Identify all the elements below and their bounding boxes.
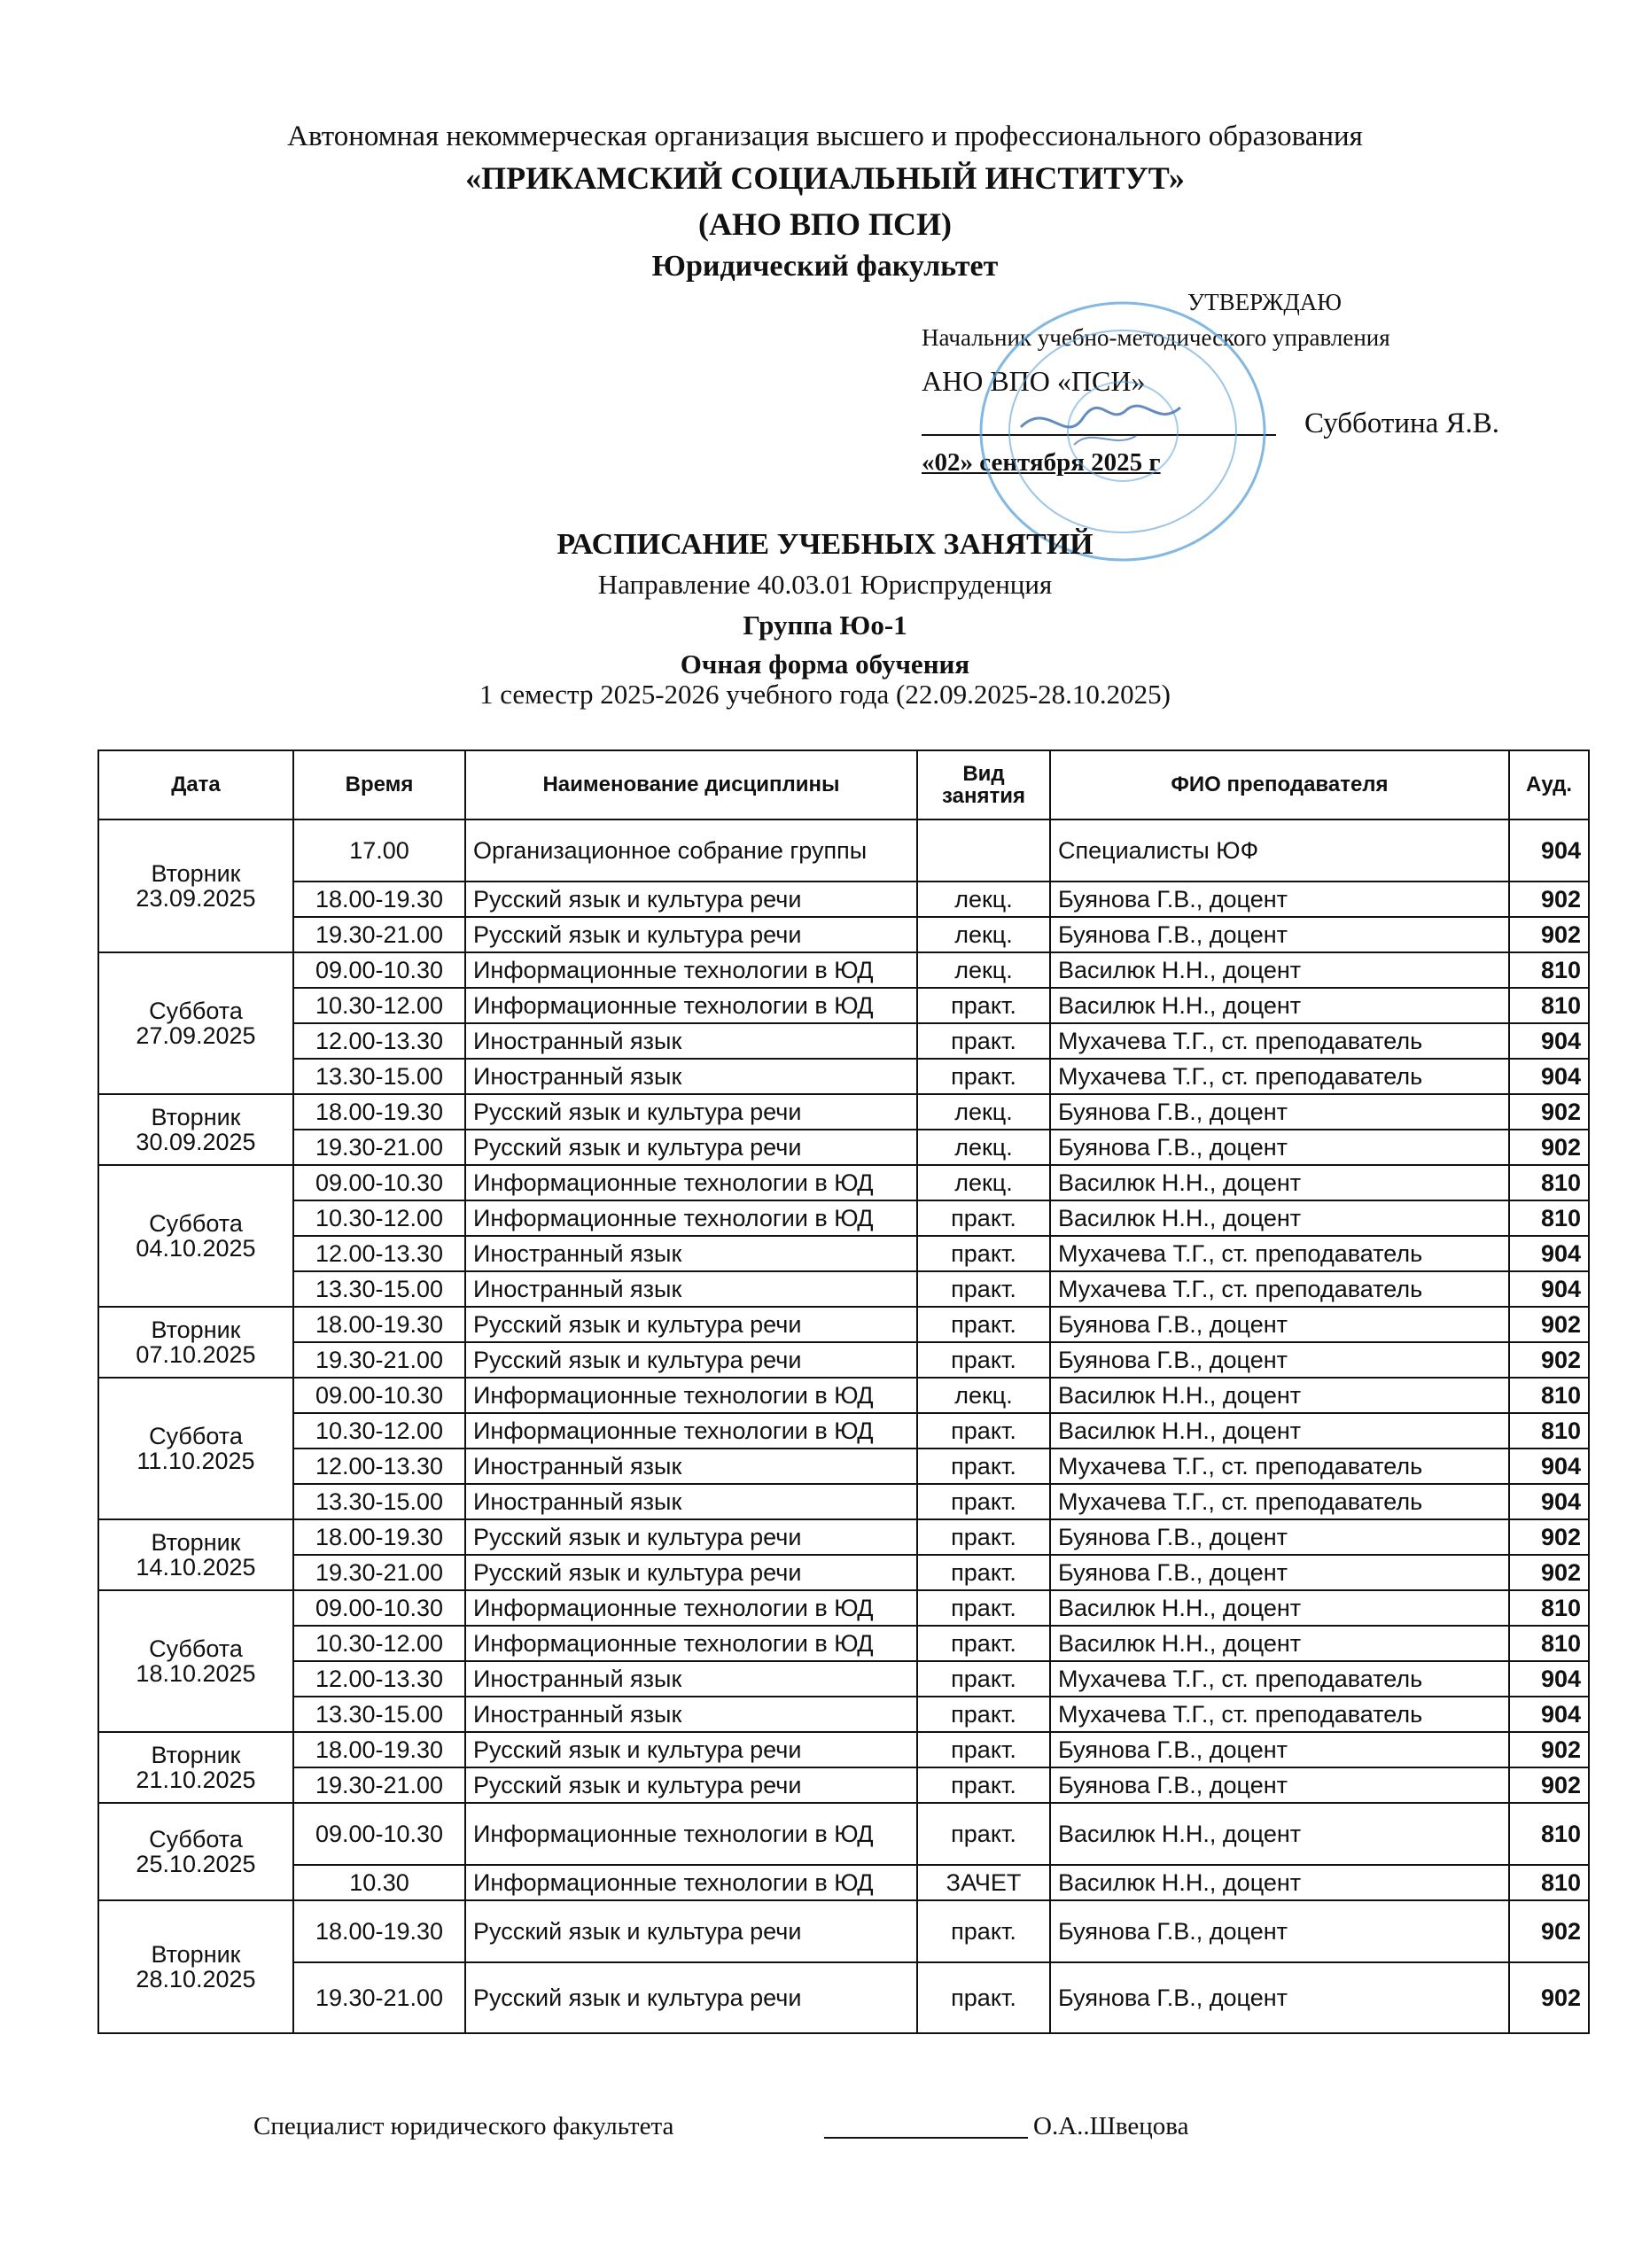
room-cell: 902 bbox=[1509, 1962, 1589, 2033]
institute-abbreviation: (АНО ВПО ПСИ) bbox=[698, 206, 952, 242]
time-cell: 10.30-12.00 bbox=[293, 1413, 465, 1449]
semester-line: 1 семестр 2025-2026 учебного года (22.09.2025-28.10.2025) bbox=[479, 679, 1171, 710]
approval-date: «02» сентября 2025 г bbox=[922, 448, 1161, 477]
subject-cell: Русский язык и культура речи bbox=[465, 917, 917, 952]
subject-cell: Иностранный язык bbox=[465, 1661, 917, 1697]
day-date: 04.10.2025 bbox=[136, 1235, 256, 1262]
column-header-teacher: ФИО преподавателя bbox=[1050, 750, 1509, 819]
subject-cell: Русский язык и культура речи bbox=[465, 1342, 917, 1378]
room-cell: 904 bbox=[1509, 1661, 1589, 1697]
column-header-date: Дата bbox=[98, 750, 293, 819]
faculty-name: Юридический факультет bbox=[651, 250, 999, 283]
approval-name: Субботина Я.В. bbox=[1304, 408, 1500, 439]
day-cell bbox=[98, 1803, 293, 1900]
table-row bbox=[98, 1900, 1589, 1962]
type-cell: практ. bbox=[917, 1803, 1050, 1865]
day-cell bbox=[98, 1378, 293, 1519]
room-cell: 904 bbox=[1509, 1484, 1589, 1519]
teacher-cell: Специалисты ЮФ bbox=[1050, 819, 1509, 882]
room-cell: 902 bbox=[1509, 1767, 1589, 1803]
room-cell: 810 bbox=[1509, 988, 1589, 1023]
approval-position: Начальник учебно-методического управления bbox=[922, 324, 1390, 351]
type-cell: практ. bbox=[917, 1200, 1050, 1236]
subject-cell: Иностранный язык bbox=[465, 1449, 917, 1484]
teacher-cell: Буянова Г.В., доцент bbox=[1050, 1342, 1509, 1378]
subject-cell: Информационные технологии в ЮД bbox=[465, 988, 917, 1023]
table-row bbox=[98, 1803, 1589, 1865]
teacher-cell: Мухачева Т.Г., ст. преподаватель bbox=[1050, 1236, 1509, 1271]
group-line: Группа Юо-1 bbox=[743, 610, 907, 641]
room-cell: 902 bbox=[1509, 1732, 1589, 1767]
type-cell: практ. bbox=[917, 1661, 1050, 1697]
type-cell: практ. bbox=[917, 1236, 1050, 1271]
table-row bbox=[98, 1059, 1589, 1094]
room-cell: 810 bbox=[1509, 1626, 1589, 1661]
type-cell: практ. bbox=[917, 988, 1050, 1023]
room-cell: 902 bbox=[1509, 1130, 1589, 1165]
teacher-cell: Буянова Г.В., доцент bbox=[1050, 1094, 1509, 1130]
table-row bbox=[98, 1378, 1589, 1413]
table-row bbox=[98, 1094, 1589, 1130]
table-row bbox=[98, 1236, 1589, 1271]
day-cell bbox=[98, 952, 293, 1094]
subject-cell: Русский язык и культура речи bbox=[465, 882, 917, 917]
time-cell: 18.00-19.30 bbox=[293, 1732, 465, 1767]
type-cell: лекц. bbox=[917, 882, 1050, 917]
teacher-cell: Мухачева Т.Г., ст. преподаватель bbox=[1050, 1023, 1509, 1059]
day-cell bbox=[98, 1519, 293, 1590]
room-cell: 902 bbox=[1509, 1342, 1589, 1378]
type-cell: практ. bbox=[917, 1271, 1050, 1307]
day-date: 28.10.2025 bbox=[136, 1966, 256, 1992]
time-cell: 13.30-15.00 bbox=[293, 1484, 465, 1519]
day-name: Суббота bbox=[149, 1422, 243, 1449]
table-row bbox=[98, 1590, 1589, 1626]
teacher-cell: Василюк Н.Н., доцент bbox=[1050, 1413, 1509, 1449]
column-header-time: Время bbox=[293, 750, 465, 819]
day-cell bbox=[98, 819, 293, 952]
day-cell bbox=[98, 1732, 293, 1803]
table-row bbox=[98, 1732, 1589, 1767]
time-cell: 18.00-19.30 bbox=[293, 882, 465, 917]
room-cell: 902 bbox=[1509, 882, 1589, 917]
time-cell: 12.00-13.30 bbox=[293, 1023, 465, 1059]
room-cell: 904 bbox=[1509, 1697, 1589, 1732]
subject-cell: Информационные технологии в ЮД bbox=[465, 1590, 917, 1626]
teacher-cell: Василюк Н.Н., доцент bbox=[1050, 952, 1509, 988]
teacher-cell: Василюк Н.Н., доцент bbox=[1050, 1378, 1509, 1413]
teacher-cell: Василюк Н.Н., доцент bbox=[1050, 1626, 1509, 1661]
type-cell: практ. bbox=[917, 1059, 1050, 1094]
time-cell: 13.30-15.00 bbox=[293, 1271, 465, 1307]
teacher-cell: Мухачева Т.Г., ст. преподаватель bbox=[1050, 1449, 1509, 1484]
time-cell: 13.30-15.00 bbox=[293, 1059, 465, 1094]
time-cell: 09.00-10.30 bbox=[293, 1378, 465, 1413]
time-cell: 09.00-10.30 bbox=[293, 1803, 465, 1865]
room-cell: 810 bbox=[1509, 1165, 1589, 1200]
day-name: Вторник bbox=[151, 859, 241, 887]
footer-name: О.А..Швецова bbox=[1033, 2112, 1189, 2140]
table-row bbox=[98, 1519, 1589, 1555]
time-cell: 19.30-21.00 bbox=[293, 1130, 465, 1165]
type-cell: ЗАЧЕТ bbox=[917, 1865, 1050, 1900]
subject-cell: Иностранный язык bbox=[465, 1697, 917, 1732]
teacher-cell: Василюк Н.Н., доцент bbox=[1050, 1590, 1509, 1626]
direction-line: Направление 40.03.01 Юриспруденция bbox=[597, 569, 1053, 600]
subject-cell: Русский язык и культура речи bbox=[465, 1519, 917, 1555]
table-row bbox=[98, 819, 1589, 882]
subject-cell: Информационные технологии в ЮД bbox=[465, 1378, 917, 1413]
subject-cell: Иностранный язык bbox=[465, 1023, 917, 1059]
teacher-cell: Василюк Н.Н., доцент bbox=[1050, 1200, 1509, 1236]
room-cell: 902 bbox=[1509, 1519, 1589, 1555]
day-cell bbox=[98, 1590, 293, 1732]
teacher-cell: Буянова Г.В., доцент bbox=[1050, 1962, 1509, 2033]
table-row bbox=[98, 1130, 1589, 1165]
teacher-cell: Буянова Г.В., доцент bbox=[1050, 1130, 1509, 1165]
teacher-cell: Мухачева Т.Г., ст. преподаватель bbox=[1050, 1484, 1509, 1519]
type-cell: практ. bbox=[917, 1342, 1050, 1378]
teacher-cell: Мухачева Т.Г., ст. преподаватель bbox=[1050, 1271, 1509, 1307]
subject-cell: Информационные технологии в ЮД bbox=[465, 1165, 917, 1200]
subject-cell: Информационные технологии в ЮД bbox=[465, 1413, 917, 1449]
table-row bbox=[98, 1307, 1589, 1342]
room-cell: 810 bbox=[1509, 1413, 1589, 1449]
table-row bbox=[98, 1697, 1589, 1732]
type-cell: практ. bbox=[917, 1449, 1050, 1484]
room-cell: 904 bbox=[1509, 1271, 1589, 1307]
table-row bbox=[98, 1767, 1589, 1803]
type-cell: практ. bbox=[917, 1023, 1050, 1059]
table-row bbox=[98, 1200, 1589, 1236]
teacher-cell: Буянова Г.В., доцент bbox=[1050, 1519, 1509, 1555]
type-cell: лекц. bbox=[917, 917, 1050, 952]
room-cell: 810 bbox=[1509, 1803, 1589, 1865]
subject-cell: Русский язык и культура речи bbox=[465, 1307, 917, 1342]
time-cell: 10.30-12.00 bbox=[293, 988, 465, 1023]
time-cell: 12.00-13.30 bbox=[293, 1661, 465, 1697]
subject-cell: Информационные технологии в ЮД bbox=[465, 1200, 917, 1236]
table-row bbox=[98, 1626, 1589, 1661]
day-date: 25.10.2025 bbox=[136, 1851, 256, 1877]
type-cell bbox=[917, 819, 1050, 882]
table-row bbox=[98, 952, 1589, 988]
type-cell: лекц. bbox=[917, 1378, 1050, 1413]
teacher-cell: Буянова Г.В., доцент bbox=[1050, 917, 1509, 952]
study-form-line: Очная форма обучения bbox=[680, 649, 970, 680]
time-cell: 13.30-15.00 bbox=[293, 1697, 465, 1732]
time-cell: 09.00-10.30 bbox=[293, 1165, 465, 1200]
schedule-table bbox=[97, 750, 1590, 2034]
day-cell bbox=[98, 1165, 293, 1307]
schedule-body bbox=[98, 819, 1589, 2033]
time-cell: 18.00-19.30 bbox=[293, 1094, 465, 1130]
table-row bbox=[98, 1555, 1589, 1590]
time-cell: 09.00-10.30 bbox=[293, 952, 465, 988]
room-cell: 810 bbox=[1509, 1200, 1589, 1236]
day-date: 07.10.2025 bbox=[136, 1341, 256, 1368]
type-cell: лекц. bbox=[917, 1165, 1050, 1200]
subject-cell: Иностранный язык bbox=[465, 1059, 917, 1094]
type-cell: лекц. bbox=[917, 1130, 1050, 1165]
time-cell: 12.00-13.30 bbox=[293, 1236, 465, 1271]
schedule-title: РАСПИСАНИЕ УЧЕБНЫХ ЗАНЯТИЙ bbox=[556, 528, 1094, 561]
time-cell: 18.00-19.30 bbox=[293, 1307, 465, 1342]
time-cell: 19.30-21.00 bbox=[293, 1962, 465, 2033]
teacher-cell: Буянова Г.В., доцент bbox=[1050, 1900, 1509, 1962]
teacher-cell: Буянова Г.В., доцент bbox=[1050, 1555, 1509, 1590]
day-name: Вторник bbox=[151, 1741, 241, 1768]
type-cell: практ. bbox=[917, 1697, 1050, 1732]
institute-name: «ПРИКАМСКИЙ СОЦИАЛЬНЫЙ ИНСТИТУТ» bbox=[465, 160, 1185, 196]
time-cell: 18.00-19.30 bbox=[293, 1900, 465, 1962]
room-cell: 810 bbox=[1509, 1378, 1589, 1413]
type-cell: практ. bbox=[917, 1519, 1050, 1555]
day-name: Вторник bbox=[151, 1103, 241, 1130]
teacher-cell: Василюк Н.Н., доцент bbox=[1050, 1865, 1509, 1900]
teacher-cell: Буянова Г.В., доцент bbox=[1050, 1307, 1509, 1342]
room-cell: 902 bbox=[1509, 917, 1589, 952]
type-cell: лекц. bbox=[917, 1094, 1050, 1130]
time-cell: 10.30 bbox=[293, 1865, 465, 1900]
teacher-cell: Буянова Г.В., доцент bbox=[1050, 1767, 1509, 1803]
teacher-cell: Мухачева Т.Г., ст. преподаватель bbox=[1050, 1697, 1509, 1732]
day-date: 30.09.2025 bbox=[136, 1129, 256, 1155]
subject-cell: Русский язык и культура речи bbox=[465, 1900, 917, 1962]
time-cell: 19.30-21.00 bbox=[293, 1555, 465, 1590]
type-cell: практ. bbox=[917, 1962, 1050, 2033]
type-cell: лекц. bbox=[917, 952, 1050, 988]
time-cell: 19.30-21.00 bbox=[293, 917, 465, 952]
teacher-cell: Мухачева Т.Г., ст. преподаватель bbox=[1050, 1661, 1509, 1697]
day-date: 27.09.2025 bbox=[136, 1022, 256, 1049]
organization-line: Автономная некоммерческая организация высшего и профессионального образования bbox=[287, 120, 1363, 152]
table-row bbox=[98, 1865, 1589, 1900]
type-cell: практ. bbox=[917, 1590, 1050, 1626]
subject-cell: Информационные технологии в ЮД bbox=[465, 952, 917, 988]
approval-title: УТВЕРЖДАЮ bbox=[1187, 289, 1343, 315]
table-header-row bbox=[98, 750, 1589, 819]
teacher-cell: Буянова Г.В., доцент bbox=[1050, 882, 1509, 917]
teacher-cell: Василюк Н.Н., доцент bbox=[1050, 1165, 1509, 1200]
time-cell: 10.30-12.00 bbox=[293, 1626, 465, 1661]
day-name: Вторник bbox=[151, 1940, 241, 1968]
subject-cell: Русский язык и культура речи bbox=[465, 1094, 917, 1130]
room-cell: 904 bbox=[1509, 1023, 1589, 1059]
type-cell: практ. bbox=[917, 1484, 1050, 1519]
room-cell: 902 bbox=[1509, 1307, 1589, 1342]
subject-cell: Русский язык и культура речи bbox=[465, 1962, 917, 2033]
table-row bbox=[98, 882, 1589, 917]
day-date: 14.10.2025 bbox=[136, 1554, 256, 1581]
type-cell: практ. bbox=[917, 1307, 1050, 1342]
time-cell: 19.30-21.00 bbox=[293, 1342, 465, 1378]
table-row bbox=[98, 1449, 1589, 1484]
teacher-cell: Буянова Г.В., доцент bbox=[1050, 1732, 1509, 1767]
room-cell: 902 bbox=[1509, 1094, 1589, 1130]
subject-cell: Информационные технологии в ЮД bbox=[465, 1626, 917, 1661]
day-date: 11.10.2025 bbox=[136, 1448, 255, 1474]
table-row bbox=[98, 1165, 1589, 1200]
time-cell: 09.00-10.30 bbox=[293, 1590, 465, 1626]
subject-cell: Иностранный язык bbox=[465, 1484, 917, 1519]
room-cell: 810 bbox=[1509, 952, 1589, 988]
type-cell: практ. bbox=[917, 1767, 1050, 1803]
day-name: Суббота bbox=[149, 1209, 243, 1237]
type-cell: практ. bbox=[917, 1626, 1050, 1661]
approval-organization: АНО ВПО «ПСИ» bbox=[922, 365, 1146, 397]
type-cell: практ. bbox=[917, 1555, 1050, 1590]
table-row bbox=[98, 1271, 1589, 1307]
room-cell: 904 bbox=[1509, 1059, 1589, 1094]
subject-cell: Информационные технологии в ЮД bbox=[465, 1803, 917, 1865]
day-date: 23.09.2025 bbox=[136, 885, 256, 912]
day-name: Вторник bbox=[151, 1316, 241, 1343]
room-cell: 902 bbox=[1509, 1900, 1589, 1962]
room-cell: 904 bbox=[1509, 1236, 1589, 1271]
room-cell: 810 bbox=[1509, 1865, 1589, 1900]
day-name: Суббота bbox=[149, 997, 243, 1024]
time-cell: 18.00-19.30 bbox=[293, 1519, 465, 1555]
subject-cell: Русский язык и культура речи bbox=[465, 1767, 917, 1803]
day-cell bbox=[98, 1094, 293, 1165]
footer-position: Специалист юридического факультета bbox=[253, 2112, 674, 2140]
subject-cell: Иностранный язык bbox=[465, 1271, 917, 1307]
table-row bbox=[98, 1962, 1589, 2033]
time-cell: 12.00-13.30 bbox=[293, 1449, 465, 1484]
time-cell: 10.30-12.00 bbox=[293, 1200, 465, 1236]
day-date: 21.10.2025 bbox=[136, 1767, 256, 1793]
table-row bbox=[98, 988, 1589, 1023]
table-row bbox=[98, 1661, 1589, 1697]
table-row bbox=[98, 1484, 1589, 1519]
day-cell bbox=[98, 1900, 293, 2033]
subject-cell: Иностранный язык bbox=[465, 1236, 917, 1271]
subject-cell: Информационные технологии в ЮД bbox=[465, 1865, 917, 1900]
table-row bbox=[98, 1413, 1589, 1449]
subject-cell: Организационное собрание группы bbox=[465, 819, 917, 882]
column-header-type: Вид занятия bbox=[917, 750, 1050, 819]
time-cell: 19.30-21.00 bbox=[293, 1767, 465, 1803]
day-date: 18.10.2025 bbox=[136, 1660, 256, 1687]
room-cell: 904 bbox=[1509, 1449, 1589, 1484]
subject-cell: Русский язык и культура речи bbox=[465, 1130, 917, 1165]
type-cell: практ. bbox=[917, 1900, 1050, 1962]
time-cell: 17.00 bbox=[293, 819, 465, 882]
type-cell: практ. bbox=[917, 1413, 1050, 1449]
room-cell: 902 bbox=[1509, 1555, 1589, 1590]
table-row bbox=[98, 1342, 1589, 1378]
footer-signature-line bbox=[824, 2137, 1028, 2139]
room-cell: 810 bbox=[1509, 1590, 1589, 1626]
subject-cell: Русский язык и культура речи bbox=[465, 1555, 917, 1590]
teacher-cell: Мухачева Т.Г., ст. преподаватель bbox=[1050, 1059, 1509, 1094]
table-row bbox=[98, 1023, 1589, 1059]
room-cell: 904 bbox=[1509, 819, 1589, 882]
column-header-room: Ауд. bbox=[1509, 750, 1589, 819]
day-name: Суббота bbox=[149, 1825, 243, 1852]
teacher-cell: Василюк Н.Н., доцент bbox=[1050, 1803, 1509, 1865]
day-name: Суббота bbox=[149, 1635, 243, 1662]
teacher-cell: Василюк Н.Н., доцент bbox=[1050, 988, 1509, 1023]
subject-cell: Русский язык и культура речи bbox=[465, 1732, 917, 1767]
day-name: Вторник bbox=[151, 1528, 241, 1556]
type-cell: практ. bbox=[917, 1732, 1050, 1767]
day-cell bbox=[98, 1307, 293, 1378]
column-header-subject: Наименование дисциплины bbox=[465, 750, 917, 819]
table-row bbox=[98, 917, 1589, 952]
